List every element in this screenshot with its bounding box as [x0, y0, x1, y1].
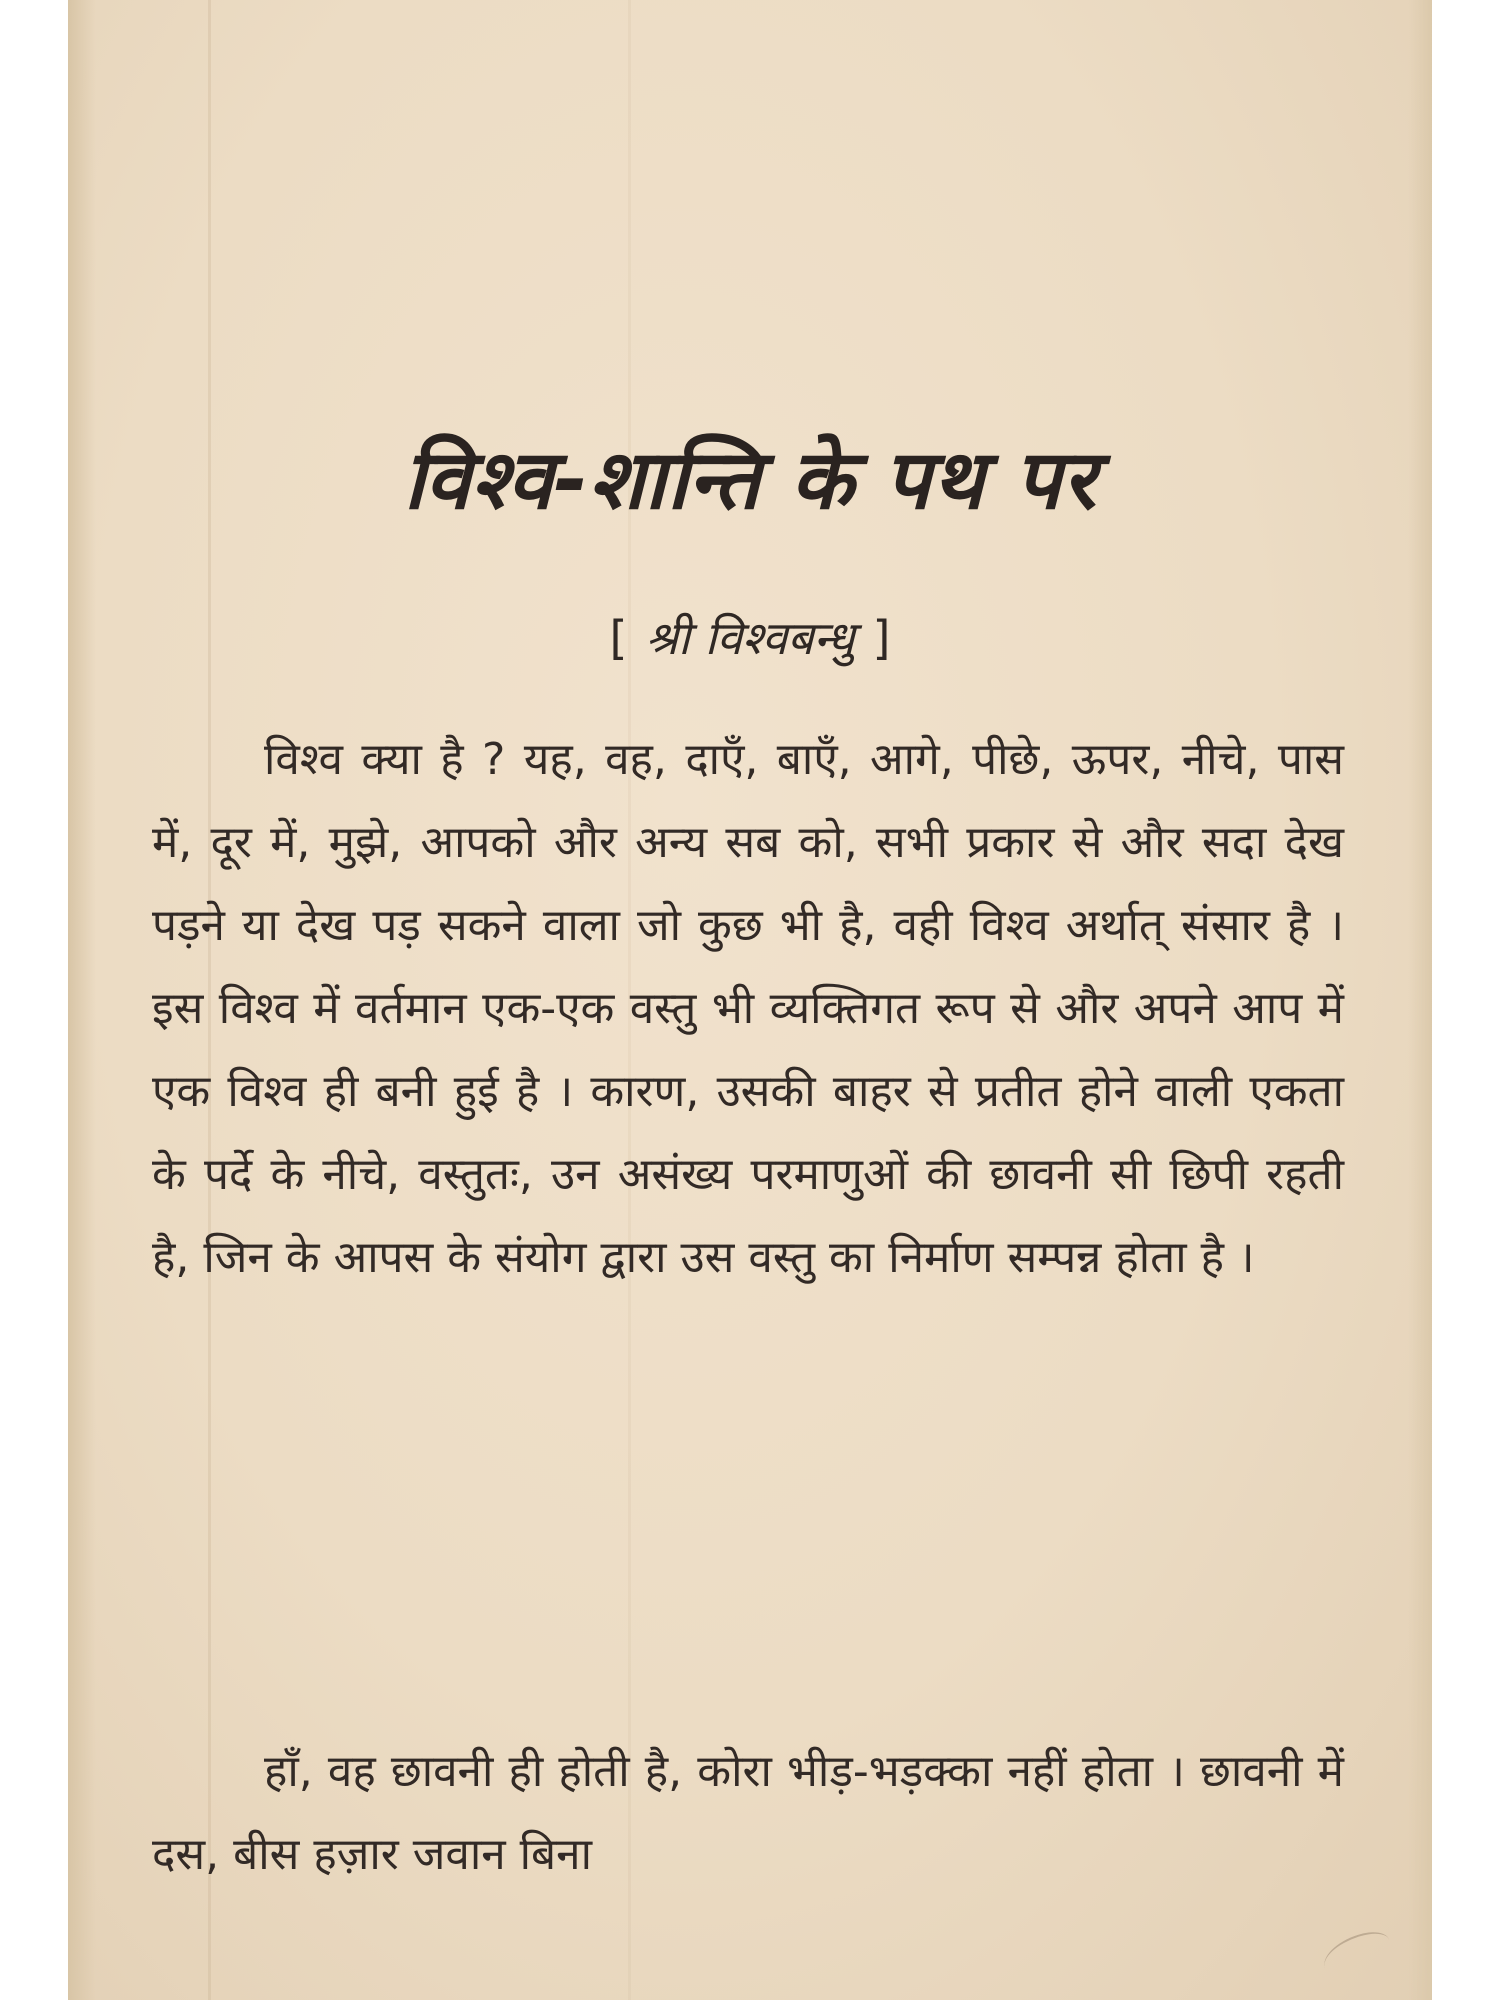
author-name: श्री विश्वबन्धु — [645, 611, 855, 665]
body-paragraph-1: विश्व क्या है ? यह, वह, दाएँ, बाएँ, आगे, पीछे, ऊपर, नीचे, पास में, दूर में, मुझे, आपको और अन्य सब को, सभी प्रकार से और सदा देख पड़ने या देख पड़ सकने वाला जो कुछ भी है, वही विश्व अर्थात् संसार है । इस विश्व में वर्तमान एक-एक वस्तु भी व्यक्तिगत रूप से और अपने आप में एक विश्व ही बनी हुई है । कारण, उसकी बाहर से प्रतीत होने वाली एकता के पर्दे के नीचे, वस्तुतः, उन असंख्य परमाणुओं की छावनी सी छिपी रहती है, जिन के आपस के संयोग द्वारा उस वस्तु का निर्माण सम्पन्न होता है । — [152, 734, 1344, 1283]
page-corner-mark — [1318, 1926, 1396, 1982]
author-line — [68, 611, 1432, 665]
book-page — [68, 0, 1432, 2000]
author-open-bracket: [ — [609, 611, 628, 665]
chapter-title: विश्व-शान्ति के पथ पर — [403, 433, 1097, 528]
body-paragraph-2: हाँ, वह छावनी ही होती है, कोरा भीड़-भड़क्का नहीं होता । छावनी में दस, बीस हज़ार जवान बिना — [152, 1746, 1344, 1880]
author-close-bracket: ] — [872, 611, 891, 665]
